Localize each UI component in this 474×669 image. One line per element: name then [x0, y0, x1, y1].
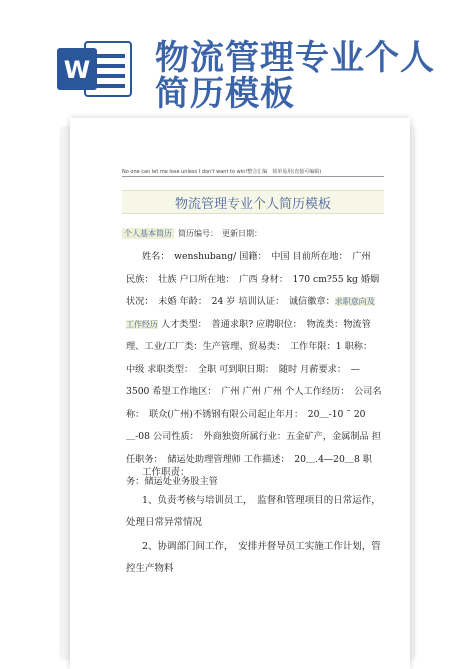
- duty-item-2: [126, 536, 382, 580]
- document-page: [70, 118, 410, 669]
- body-part-1: 姓名： wenshubang/ 国籍： 中国 目前所在地： 广州 民族： 壮族 户口所在地： 广西 身材： 170 cm?55 kg 婚姻状况： 未婚 年龄： 24 岁 培训认证： 诚信徽章：: [126, 251, 380, 307]
- banner-title-line-2: 简历模板: [155, 74, 295, 114]
- highlight-job-intent: 求职意向及工作经历: [126, 297, 375, 329]
- page-header-divider: [122, 176, 384, 177]
- duty-item-2-text: 2、协调部门间工作， 安排并督导员工实施工作计划，管控生产物料: [126, 541, 381, 574]
- body-part-2: 人才类型： 普通求职? 应聘职位： 物流类：物流管理、工业/工厂类：生产管理、贸易类： 工作年限：1 职称： 中级 求职类型： 全职 可到职日期： 随时 月薪要求： —3500 希望工作地区： 广州 广州 广州 个人工作经历： 公司名称： 联众(广州)不锈钢有限公司起止年月： 20＿-10 ˜ 20＿-08 公司性质： 外商独资所属行业：五金矿产，金属制品 担任职务： 储运处助理管理师 工作描述： 20＿.4—20＿8 职务：储运处业务股主管: [126, 318, 382, 487]
- section-meta: 简历编号： 更新日期：: [178, 229, 262, 238]
- doc-title-box: [122, 190, 384, 214]
- resume-body: [126, 246, 382, 494]
- banner-title-line-1: 物流管理专业个人: [155, 38, 435, 78]
- duty-item-1-text: 1、负责考核与培训员工， 监督和管理项目的日常运作， 处理日常异常情况: [126, 495, 386, 528]
- page-header-text: No one can let me lose unless I don't want to win!整合汇编 简单易用(直接可编辑): [122, 169, 322, 175]
- word-document-icon: [55, 36, 135, 102]
- section-label: 个人基本简历: [124, 229, 172, 238]
- doc-title: 物流管理专业个人简历模板: [174, 197, 331, 212]
- banner: [0, 0, 474, 112]
- duty-item-1: [126, 490, 386, 534]
- duty-heading: 工作职责：: [142, 467, 190, 478]
- svg-text:W: W: [63, 56, 91, 84]
